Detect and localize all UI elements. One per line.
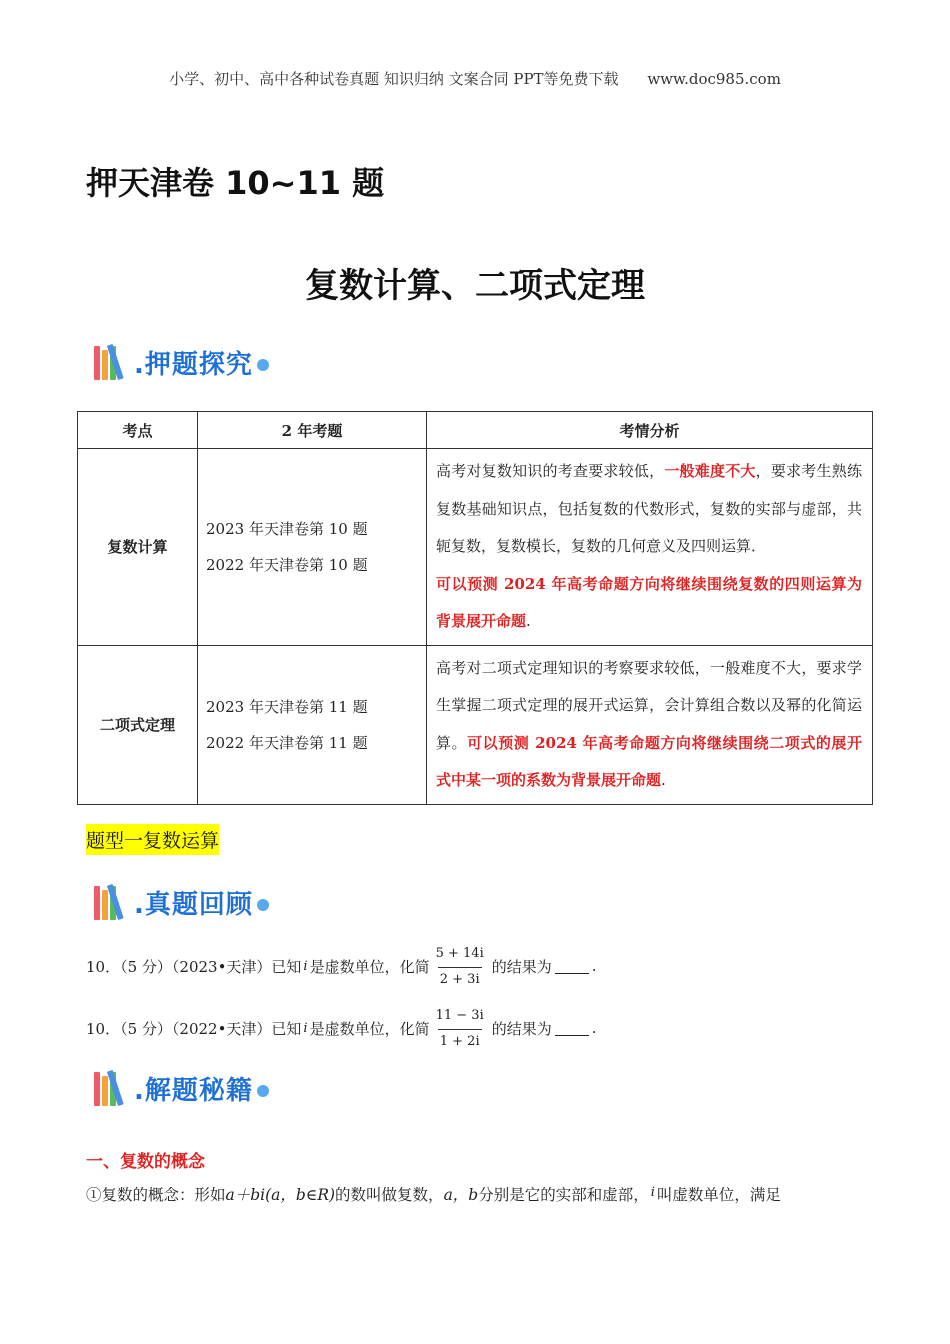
dot-icon [257, 1085, 269, 1097]
table-row [78, 449, 873, 646]
section-explore [92, 340, 269, 384]
question-prefix: 10．（5 分）（2022•天津）已知 [86, 1019, 302, 1038]
section-review [92, 880, 269, 924]
question-mid: 是虚数单位，化简 [309, 1019, 430, 1038]
analysis-highlight: 一般难度不大 [664, 462, 756, 480]
question-end: . [591, 957, 597, 975]
year-line: 2023 年天津卷第 10 题 [206, 519, 368, 538]
section-review-label: .真题回顾 [134, 889, 253, 920]
table-cell-topic: 复数计算 [78, 449, 198, 646]
fraction-numerator: 11 − 3i [435, 1007, 484, 1023]
analysis-highlight: 可以预测 2024 年高考命题方向将继续围绕二项式的展开式中某一项的系数为背景展开命题 [436, 733, 862, 789]
question-suffix: 的结果为 [491, 957, 552, 976]
fraction [434, 1008, 486, 1049]
answer-blank[interactable] [555, 959, 589, 974]
table-cell-topic: 二项式定理 [78, 645, 198, 804]
fraction [434, 946, 486, 987]
para-var: i [650, 1185, 655, 1200]
table-header-analysis: 考情分析 [427, 412, 873, 449]
answer-blank[interactable] [555, 1021, 589, 1036]
header-text: 小学、初中、高中各种试卷真题 知识归纳 文案合同 PPT等免费下载 [169, 70, 619, 88]
dot-icon [257, 359, 269, 371]
main-title: 押天津卷 10~11 题 [86, 164, 385, 202]
sub-heading: 一、复数的概念 [86, 1152, 205, 1172]
subtitle: 复数计算、二项式定理 [305, 266, 645, 306]
page-header [0, 68, 950, 89]
question-type-label: 题型一复数运算 [86, 824, 219, 855]
year-line: 2022 年天津卷第 10 题 [206, 555, 368, 574]
analysis-text: 高考对复数知识的考查要求较低， [436, 462, 665, 480]
question-var: i [303, 958, 308, 974]
question-mid: 是虚数单位，化简 [309, 957, 430, 976]
analysis-end: . [526, 612, 531, 630]
table-cell-years [198, 449, 427, 646]
para-text: 分别是它的实部和虚部， [478, 1186, 649, 1204]
table-cell-years [198, 645, 427, 804]
table-cell-analysis [427, 449, 873, 646]
concept-paragraph [86, 1183, 781, 1205]
year-line: 2023 年天津卷第 11 题 [206, 697, 368, 716]
section-secrets-label: .解题秘籍 [134, 1075, 253, 1106]
question-var: i [303, 1020, 308, 1036]
books-icon [92, 1068, 134, 1108]
table-header-years: 2 年考题 [198, 412, 427, 449]
question-item [86, 936, 597, 996]
fraction-denominator: 2 + 3i [438, 967, 482, 987]
table-row [78, 645, 873, 804]
fraction-denominator: 1 + 2i [438, 1029, 482, 1049]
section-explore-label: .押题探究 [134, 349, 253, 380]
question-prefix: 10．（5 分）（2023•天津）已知 [86, 957, 302, 976]
header-site-link[interactable]: www.doc985.com [647, 70, 781, 88]
books-icon [92, 882, 134, 922]
table-cell-analysis [427, 645, 873, 804]
fraction-numerator: 5 + 14i [435, 945, 484, 961]
analysis-text: 高考对二项式定理知识的考察要求较低，一般难度不大，要求学生掌握二项式定理的展开式运算，会计算组合数以及幂的化简运算。 [436, 658, 862, 752]
year-line: 2022 年天津卷第 11 题 [206, 733, 368, 752]
question-item [86, 998, 597, 1058]
para-text: ①复数的概念：形如 [86, 1186, 226, 1204]
dot-icon [257, 899, 269, 911]
para-expr: a＋bi(a，b∈R) [225, 1186, 336, 1204]
question-end: . [591, 1019, 597, 1037]
analysis-highlight: 可以预测 2024 年高考命题方向将继续围绕复数的四则运算为背景展开命题 [436, 574, 862, 630]
para-text: 的数叫做复数， [335, 1186, 444, 1204]
table-header-row [78, 412, 873, 449]
para-text: 叫虚数单位，满足 [656, 1186, 781, 1204]
para-ab: a，b [443, 1186, 479, 1204]
analysis-end: . [661, 771, 666, 789]
books-icon [92, 342, 134, 382]
exam-table [77, 411, 873, 805]
section-secrets [92, 1066, 269, 1110]
table-header-topic: 考点 [78, 412, 198, 449]
question-suffix: 的结果为 [491, 1019, 552, 1038]
analysis-text: ，要求考生熟练复数基础知识点，包括复数的代数形式，复数的实部与虚部，共轭复数，复数模长，复数的几何意义及四则运算． [436, 462, 862, 555]
